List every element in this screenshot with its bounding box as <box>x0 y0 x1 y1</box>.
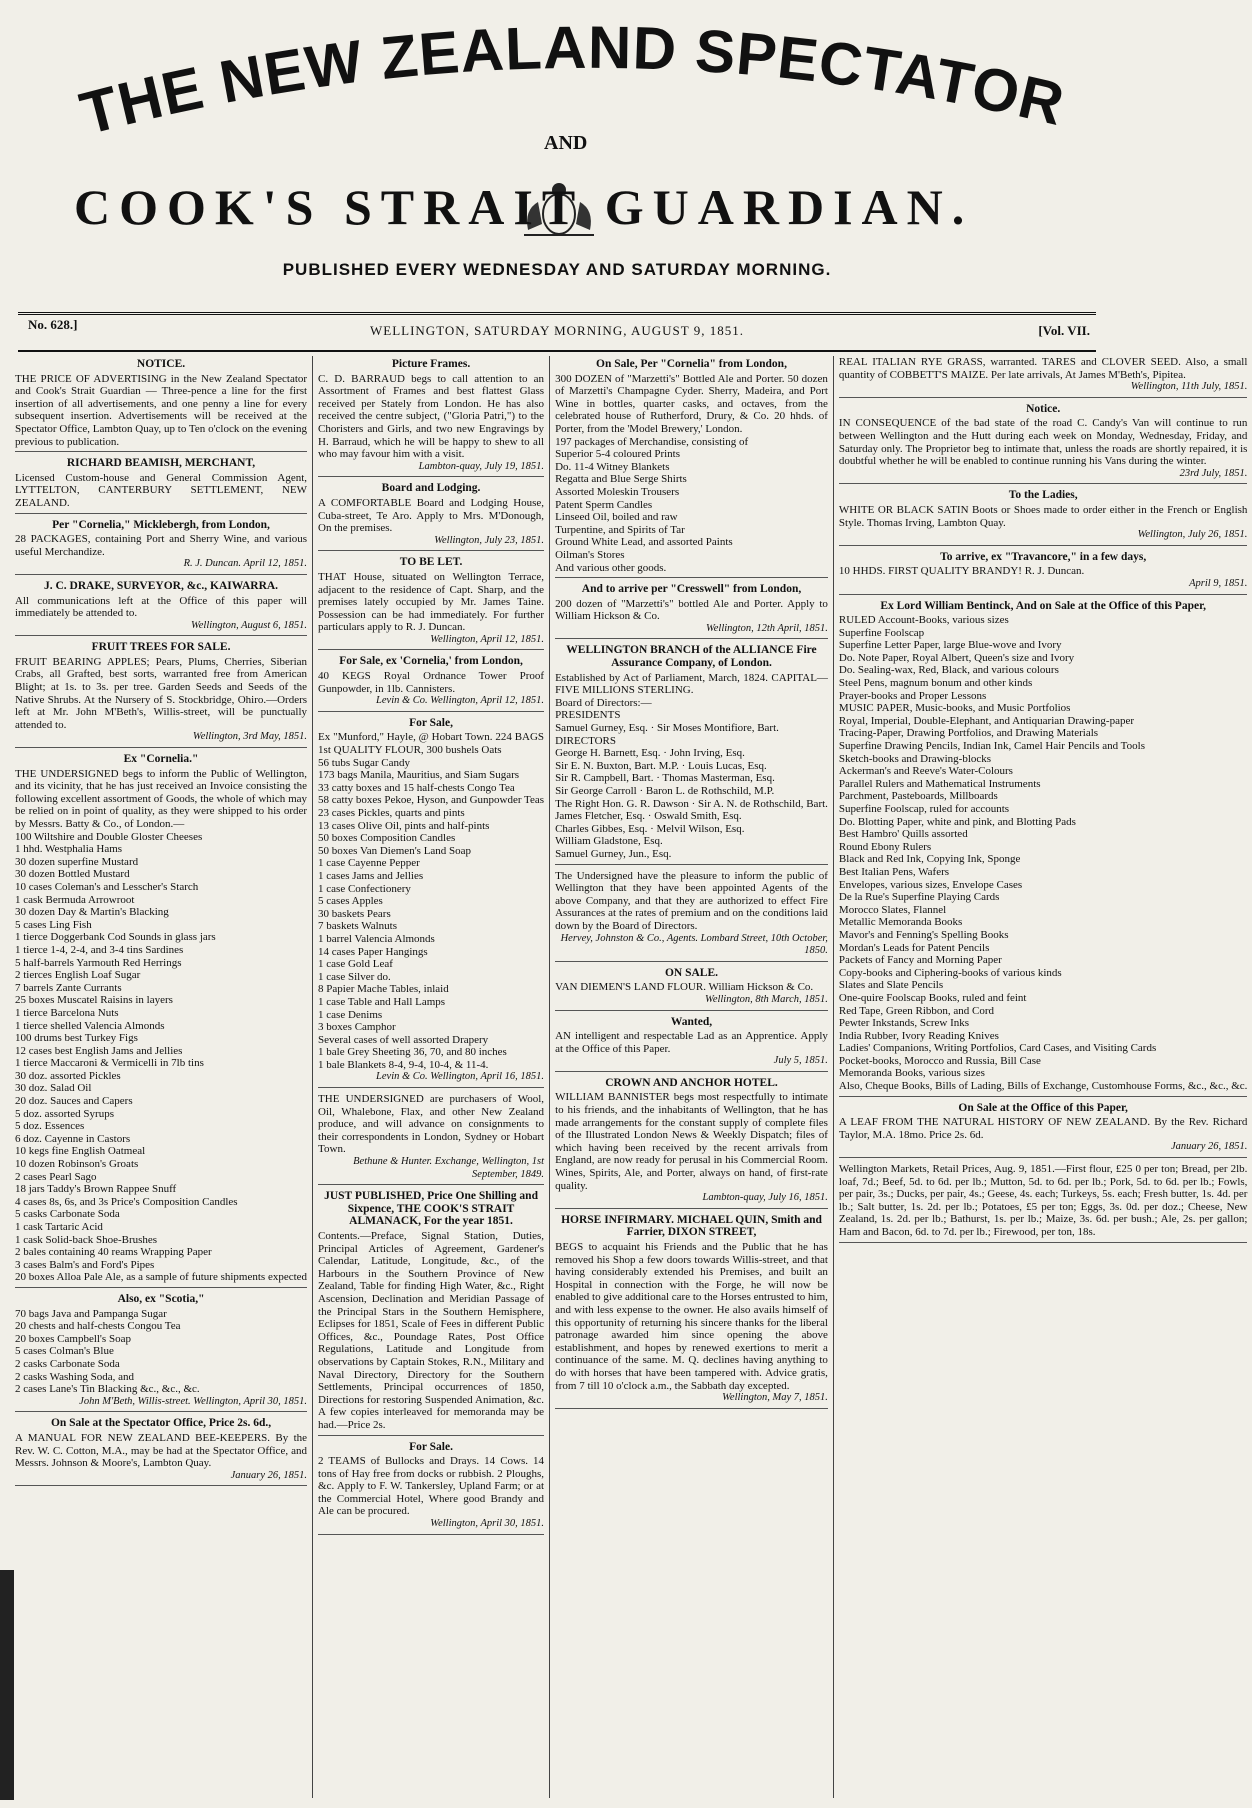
advertisement-body: Wellington Markets, Retail Prices, Aug. 9, 1851.—First flour, £25 0 per ton; Bread, per 2lb. loaf, 7d.; Beef, 5d. to 6d. per lb.; Mutton, 5d. to 6d. per lb.; Pork, 5d. to 6d. per lb.; Fowls, per pair, 3s.; Ducks, per pair, 4s.; Geese, 4s. each; Turkeys, 5s. each; Fresh butter, 1s. 4d. per lb.; Salt butter, 1s. 2d. per lb.; Potatoes, £5 per ton; Eggs, 3s. 0d. per doz.; Cheese, New Zealand, 1s. 2d. per lb.; Bathurst, 1s. per lb.; Maize, 3s. 6d. per bush.; Ale, 2s. per gallon; Ham and Bacon, 6d. to 7d. per lb.; Firewood, per ton, 18s. <box>838 1163 1248 1238</box>
list-item: Also, Cheque Books, Bills of Lading, Bills of Exchange, Customhouse Forms, &c., &c., &c. <box>838 1080 1248 1093</box>
advertisement-heading: Per "Cornelia," Micklebergh, from London, <box>52 518 270 531</box>
list-item: 18 jars Taddy's Brown Rappee Snuff <box>15 1183 177 1196</box>
advertisement-heading: Notice. <box>1026 402 1061 415</box>
advertisement-body: THE PRICE OF ADVERTISING in the New Zealand Spectator and Cook's Strait Guardian — Three-pence a line for the first insertion of all advertisements, and one penny a line for every subsequent insertion. Advertisements will be received at the Spectator Office, Lambton Quay, up to Ten o'clock on the evening previous to publication. <box>15 372 308 448</box>
advertisement-signature: Wellington, 12th April, 1851. <box>705 622 828 634</box>
advertisement <box>15 519 307 575</box>
advertisement <box>318 358 544 477</box>
list-item: Regatta and Blue Serge Shirts <box>555 473 687 486</box>
advertisement-body: A COMFORTABLE Board and Lodging House, Cuba-street, Te Aro. Apply to Mrs. M'Donough, On the premises. <box>318 496 545 535</box>
list-item: 30 doz. assorted Pickles <box>15 1069 121 1082</box>
list-item: Sir R. Campbell, Bart. · Thomas Masterman, Esq. <box>555 772 775 785</box>
advertisement-signature: Wellington, 8th March, 1851. <box>705 993 828 1005</box>
advertisement-body: A MANUAL FOR NEW ZEALAND BEE-KEEPERS. By the Rev. W. C. Cotton, M.A., may be had at the Spectator Office, and Messrs. Johnson & Moore's, Lambton Quay. <box>15 1431 308 1470</box>
advertisement-heading: Ex Lord William Bentinck, And on Sale at the Office of this Paper, <box>880 599 1206 612</box>
list-item: Pocket-books, Morocco and Russia, Bill Case <box>838 1054 1041 1067</box>
list-item: Best Hambro' Quills assorted <box>838 828 968 841</box>
list-item: 14 cases Paper Hangings <box>318 945 428 958</box>
advertisement <box>318 482 544 551</box>
list-item: 6 doz. Cayenne in Castors <box>15 1132 131 1145</box>
advertisement-signature: Wellington, July 23, 1851. <box>434 534 545 546</box>
advertisement-body: All communications left at the Office of this paper will immediately be attended to. <box>15 594 308 620</box>
advertisement-body: Licensed Custom-house and General Commission Agent, LYTTELTON, CANTERBURY SETTLEMENT, NEW ZEALAND. <box>15 471 308 509</box>
advertisement <box>839 600 1248 1097</box>
advertisement-signature: Wellington, August 6, 1851. <box>190 619 308 631</box>
advertisement-body: 40 KEGS Royal Ordnance Tower Proof Gunpowder, in 1lb. Cannisters. <box>318 670 545 695</box>
list-item: Red Tape, Green Ribbon, and Cord <box>838 1004 995 1017</box>
list-item: 1 cask Solid-back Shoe-Brushes <box>15 1233 158 1246</box>
advertisement-heading: HORSE INFIRMARY. MICHAEL QUIN, Smith and Farrier, DIXON STREET, <box>561 1213 822 1239</box>
masthead <box>18 0 1096 280</box>
list-item: 100 drums best Turkey Figs <box>15 1032 138 1045</box>
list-item: Superfine Foolscap <box>838 626 925 639</box>
advertisement <box>15 641 307 748</box>
advertisement-heading: FRUIT TREES FOR SALE. <box>91 641 231 654</box>
list-item: Envelopes, various sizes, Envelope Cases <box>838 878 1023 891</box>
advertisement <box>318 717 544 1088</box>
list-item: Pewter Inkstands, Screw Inks <box>838 1017 970 1030</box>
list-item: 5 half-barrels Yarmouth Red Herrings <box>15 956 182 969</box>
advertisement-signature: Bethune & Hunter. Exchange, Wellington, 1st September, 1849. <box>353 1156 545 1180</box>
list-item: Assorted Moleskin Trousers <box>555 485 680 498</box>
advertisement <box>839 403 1248 485</box>
advertisement-signature: Lambton-quay, July 16, 1851. <box>702 1192 828 1204</box>
advertisement-body: The Undersigned have the pleasure to inform the public of Wellington that they have been appointed Agents of the above Company, and that they are authorized to effect Fire Assurances at the rates of premium and on the conditions laid down by the Board of Directors. <box>555 869 828 932</box>
advertisement-body: 200 dozen of "Marzetti's" bottled Ale and Porter. Apply to William Hickson & Co. <box>555 597 828 623</box>
advertisement-body: BEGS to acquaint his Friends and the Public that he has removed his Shop a few doors towards Willis-street, and that having considerably extended his Premises, and built an Hospital in connection with the Forge, he will now be enabled to give additional care to the Horses entrusted to him, and with less expense to the owner. He also avails himself of this opportunity of returning his sincere thanks for the liberal patronage awarded him since opening the above establishment, and hopes by renewed exertions to merit a continuance of the same. M. Q. declines having anything to do with horses that have been tampered with. Advice gratis, from 7 till 10 o'clock a.m., the Sabbath day excepted. <box>555 1241 828 1392</box>
advertisement <box>839 356 1248 398</box>
list-item: DIRECTORS <box>555 734 616 747</box>
list-item: Linseed Oil, boiled and raw <box>555 511 678 524</box>
list-item: 10 kegs fine English Oatmeal <box>15 1145 146 1158</box>
advertisement <box>555 583 828 639</box>
list-item: 8 Papier Mache Tables, inlaid <box>318 983 449 996</box>
advertisement-body: THE UNDERSIGNED are purchasers of Wool, Oil, Whalebone, Flax, and other New Zealand produce, and will advance on consignments to their correspondents in London, Sydney or Hobart Town. <box>318 1093 545 1156</box>
advertisement-body: AN intelligent and respectable Lad as an Apprentice. Apply at the Office of this Paper. <box>555 1030 828 1055</box>
advertisement-signature: Hervey, Johnston & Co., Agents. Lombard Street, 10th October, 1850. <box>560 932 828 957</box>
advertisement-body: VAN DIEMEN'S LAND FLOUR. William Hickson & Co. <box>555 981 814 994</box>
advertisement <box>318 1093 544 1185</box>
advertisement-heading: TO BE LET. <box>399 556 463 569</box>
advertisement-signature: 23rd July, 1851. <box>1179 467 1248 479</box>
advertisement-body: C. D. BARRAUD begs to call attention to an Assortment of Frames and best flattest Glass received per Stately from London. He has also received the centre subject, ("Gloria Patri,") to the Choristers and Girls, and two new Engravings by H. Barraud, which he will be happy to shew to all who may favour him with a visit. <box>318 372 545 461</box>
advertisement-heading: Ex "Cornelia." <box>123 753 199 766</box>
list-item: 197 packages of Merchandise, consisting of <box>555 435 749 448</box>
list-item: Board of Directors:— <box>555 696 652 709</box>
list-item: De la Rue's Superfine Playing Cards <box>838 891 1000 904</box>
list-item: MUSIC PAPER, Music-books, and Music Portfolios <box>838 702 1071 715</box>
list-item: 3 boxes Camphor <box>318 1021 396 1034</box>
list-item: James Fletcher, Esq. · Oswald Smith, Esq. <box>555 810 742 823</box>
list-item: 30 dozen Bottled Mustard <box>15 868 130 881</box>
list-item: Morocco Slates, Flannel <box>838 903 947 916</box>
issue-number: No. 628.] <box>28 317 78 332</box>
advertisement-body: 10 HHDS. FIRST QUALITY BRANDY! R. J. Duncan. <box>838 565 1085 578</box>
advertisement-body: Contents.—Preface, Signal Station, Duties, Principal Articles of Agreement, Gardener's Calendar, Latitude, Longitude, &c., of the Harbours in the Southern Province of New Zealand, Table for finding High Water, &c., Right Ascension, Declination and Meridian Passage of the Principal Stars in the Southern Hemisphere, Eclipses for 1851, Scale of Fees in different Public Offices, &c., Poundage Rates, Post Office Regulations, Latitude and Longitude from observations by Captain Stokes, R.N., Military and Naval Directory, Directory for the Southern Settlements, Principal occurrences of 1850, Directions for restoring Suspended Animation, &c. A few copies interleaved for memoranda may be had.—Price 2s. <box>318 1230 545 1431</box>
list-item: 1 tierce Doggerbank Cod Sounds in glass jars <box>15 931 216 944</box>
list-item: Do. 11-4 Witney Blankets <box>555 460 670 473</box>
list-item: Ackerman's and Reeve's Water-Colours <box>838 765 1013 778</box>
advertisement <box>15 1293 307 1412</box>
advertisement-body: A LEAF FROM THE NATURAL HISTORY OF NEW ZEALAND. By the Rev. Richard Taylor, M.A. 18mo. Price 2s. 6d. <box>838 1116 1248 1141</box>
list-item: Turpentine, and Spirits of Tar <box>555 523 685 536</box>
list-item: Do. Note Paper, Royal Albert, Queen's size and Ivory <box>838 651 1075 664</box>
list-item: 2 cases Pearl Sago <box>15 1170 97 1183</box>
list-item: 33 catty boxes and 15 half-chests Congo Tea <box>318 781 515 794</box>
advertisement <box>555 967 828 1011</box>
advertisement-signature: Wellington, 3rd May, 1851. <box>192 731 308 743</box>
list-item: Ground White Lead, and assorted Paints <box>555 536 733 549</box>
list-item: 2 casks Carbonate Soda <box>15 1357 120 1370</box>
advertisement-body: Ex "Munford," Hayle, @ Hobart Town. 224 BAGS 1st QUALITY FLOUR, 300 bushels Oats <box>318 731 545 757</box>
list-item: Samuel Gurney, Jun., Esq. <box>555 847 672 860</box>
list-item: 30 dozen Day & Martin's Blacking <box>15 906 169 919</box>
masthead-and: AND <box>544 132 588 154</box>
list-item: One-quire Foolscap Books, ruled and feint <box>838 991 1027 1004</box>
list-item: 50 boxes Composition Candles <box>318 832 456 845</box>
list-item: 13 cases Olive Oil, pints and half-pints <box>318 819 490 832</box>
advertisement-heading: On Sale at the Office of this Paper, <box>958 1101 1128 1114</box>
advertisement <box>555 1077 828 1209</box>
issue-date: WELLINGTON, SATURDAY MORNING, AUGUST 9, 1851. <box>370 323 744 338</box>
list-item: 1 bale Grey Sheeting 36, 70, and 80 inches <box>318 1046 507 1059</box>
advertisement-signature: Lambton-quay, July 19, 1851. <box>418 460 545 472</box>
list-item: 1 hhd. Westphalia Hams <box>15 843 123 856</box>
list-item: 1 tierce 1-4, 2-4, and 3-4 tins Sardines <box>15 943 184 956</box>
svg-text:THE NEW ZEALAND SPECTATOR: THE NEW ZEALAND SPECTATOR <box>73 13 1071 148</box>
list-item: Mordan's Leads for Patent Pencils <box>838 941 990 954</box>
list-item: Charles Gibbes, Esq. · Melvil Wilson, Esq. <box>555 822 745 835</box>
advertisement-heading: For Sale. <box>409 1440 453 1453</box>
list-item: 1 case Table and Hall Lamps <box>318 995 446 1008</box>
list-item: 30 doz. Salad Oil <box>15 1082 92 1095</box>
advertisement-signature: April 9, 1851. <box>1189 577 1248 589</box>
advertisement-body: Established by Act of Parliament, March, 1824. CAPITAL—FIVE MILLIONS STERLING. <box>555 671 828 697</box>
dateline <box>18 312 1096 352</box>
advertisement-signature: Wellington, April 12, 1851. <box>430 633 545 645</box>
list-item: 2 casks Washing Soda, and <box>15 1370 134 1383</box>
advertisement <box>15 457 307 513</box>
list-item: Mavor's and Fenning's Spelling Books <box>838 928 1009 941</box>
advertisement-heading: RICHARD BEAMISH, MERCHANT, <box>66 457 256 470</box>
list-item: Several cases of well assorted Drapery <box>318 1033 489 1046</box>
column-1 <box>10 356 313 1798</box>
list-item: 1 case Cayenne Pepper <box>318 857 420 870</box>
list-item: 100 Wiltshire and Double Gloster Cheeses <box>15 830 203 843</box>
advertisement-body: 2 TEAMS of Bullocks and Drays. 14 Cows. 14 tons of Hay free from docks or rubbish. 2 Ploughs, &c. Apply to F. W. Tankersley, Upland Farm; or at the Commercial Hotel, Where good Brandy and Ale can be procured. <box>318 1455 545 1518</box>
list-item: PRESIDENTS <box>555 709 621 722</box>
list-item: Do. Blotting Paper, white and pink, and Blotting Pads <box>838 815 1076 828</box>
advertisement-signature: Wellington, May 7, 1851. <box>722 1392 828 1404</box>
list-item: 4 cases 8s, 6s, and 3s Price's Composition Candles <box>15 1195 238 1208</box>
list-item: 10 dozen Robinson's Groats <box>15 1158 139 1171</box>
list-item: Patent Sperm Candles <box>555 498 653 511</box>
list-item: And various other goods. <box>555 561 667 574</box>
advertisement-heading: WELLINGTON BRANCH of the ALLIANCE Fire Assurance Company, of London. <box>566 644 817 670</box>
list-item: 5 cases Colman's Blue <box>15 1345 114 1358</box>
volume-number: [Vol. VII. <box>1038 323 1090 338</box>
advertisement-heading: For Sale, <box>409 716 453 729</box>
advertisement-signature: July 5, 1851. <box>773 1055 828 1067</box>
list-item: The Right Hon. G. R. Dawson · Sir A. N. de Rothschild, Bart. <box>555 797 828 810</box>
advertisement <box>839 489 1248 545</box>
list-item: 5 doz. Essences <box>15 1120 85 1133</box>
list-item: Superior 5-4 coloured Prints <box>555 448 681 461</box>
advertisement-heading: To arrive, ex "Travancore," in a few days, <box>940 550 1147 563</box>
advertisement-signature: John M'Beth, Willis-street. Wellington, April 30, 1851. <box>79 1395 308 1407</box>
list-item: 1 tierce Barcelona Nuts <box>15 1006 119 1019</box>
advertisement-signature: Wellington, July 26, 1851. <box>1137 529 1248 541</box>
list-item: 1 case Denims <box>318 1008 383 1021</box>
list-item: 20 boxes Alloa Pale Ale, as a sample of future shipments expected <box>15 1271 308 1284</box>
list-item: 5 casks Carbonate Soda <box>15 1208 120 1221</box>
list-item: Slates and Slate Pencils <box>838 979 944 992</box>
advertisement <box>15 753 307 1288</box>
list-item: 20 doz. Sauces and Capers <box>15 1095 133 1108</box>
list-item: Metallic Memoranda Books <box>838 916 963 929</box>
advertisement-heading: And to arrive per "Cresswell" from London, <box>581 583 802 596</box>
advertisement-heading: JUST PUBLISHED, Price One Shilling and Sixpence, THE COOK'S STRAIT ALMANACK, For the year 1851. <box>324 1190 538 1228</box>
list-item: Superfine Letter Paper, large Blue-wove and Ivory <box>838 639 1062 652</box>
advertisement-body: 300 DOZEN of "Marzetti's" Bottled Ale and Porter. 50 dozen of Marzetti's Champagne Cyder. Sherry, Madeira, and Port Wine in bottles, quarter casks, and octaves, from the celebrated house of Rutherford, Drury, & Co. 20 hhds. of Porter, from the 'Model Brewery,' London. <box>555 372 828 435</box>
list-item: 23 cases Pickles, quarts and pints <box>318 807 465 819</box>
list-item: 1 cask Bermuda Arrowroot <box>15 893 135 906</box>
list-item: George H. Barnett, Esq. · John Irving, Esq. <box>555 747 745 760</box>
advertisement <box>318 655 544 711</box>
advertisement-signature: January 26, 1851. <box>1171 1141 1248 1153</box>
list-item: Memoranda Books, various sizes <box>838 1067 985 1080</box>
advertisement-heading: ON SALE. <box>664 966 719 979</box>
advertisement-heading: For Sale, ex 'Cornelia,' from London, <box>339 655 523 668</box>
list-item: Superfine Foolscap, ruled for accounts <box>838 803 1010 815</box>
advertisement <box>318 1190 544 1435</box>
advertisement-signature: Levin & Co. Wellington, April 16, 1851. <box>376 1071 545 1083</box>
list-item: 2 bales containing 40 reams Wrapping Paper <box>15 1246 212 1259</box>
advertisement <box>318 1441 544 1535</box>
list-item: 30 dozen superfine Mustard <box>15 855 139 868</box>
list-item: 173 bags Manila, Mauritius, and Siam Sugars <box>318 769 520 782</box>
advertisement-heading: CROWN AND ANCHOR HOTEL. <box>605 1076 778 1089</box>
list-item: William Gladstone, Esq. <box>555 835 663 848</box>
list-item: 70 bags Java and Pampanga Sugar <box>15 1307 167 1320</box>
list-item: 10 cases Coleman's and Lesscher's Starch <box>15 880 199 893</box>
list-item: Sir George Carroll · Baron L. de Rothschild, M.P. <box>555 785 775 797</box>
list-item: Superfine Drawing Pencils, Indian Ink, Camel Hair Pencils and Tools <box>838 740 1145 753</box>
advertisement-heading: On Sale, Per "Cornelia" from London, <box>596 358 787 370</box>
list-item: 5 cases Apples <box>318 895 383 908</box>
list-item: 1 case Gold Leaf <box>318 958 393 971</box>
advertisement-heading: Board and Lodging. <box>381 482 481 495</box>
page-edge-damage <box>0 1570 14 1800</box>
list-item: 58 catty boxes Pekoe, Hyson, and Gunpowder Teas <box>318 794 545 807</box>
advertisement <box>555 1214 828 1409</box>
advertisement-body: REAL ITALIAN RYE GRASS, warranted. TARES and CLOVER SEED. Also, a small quantity of COBBETT'S MAIZE. Per late arrivals, At James M'Beth's, Pipitea. <box>838 356 1248 381</box>
advertisement-heading: On Sale at the Spectator Office, Price 2s. 6d., <box>50 1417 272 1430</box>
advertisement <box>15 580 307 636</box>
list-item: 7 barrels Zante Currants <box>15 981 122 994</box>
advertisement <box>839 1102 1248 1158</box>
advertisement-heading: Also, ex "Scotia," <box>117 1292 205 1305</box>
list-item: 1 cask Tartaric Acid <box>15 1221 103 1233</box>
list-item: 3 cases Balm's and Ford's Pipes <box>15 1258 155 1271</box>
list-item: Parallel Rulers and Mathematical Instruments <box>838 777 1041 790</box>
list-item: India Rubber, Ivory Reading Knives <box>838 1029 999 1042</box>
advertisement-body: FRUIT BEARING APPLES; Pears, Plums, Cherries, Siberian Crabs, all Grafted, best sorts, warranted free from American Blight; at 1s. to 3s. per tree. Garden Seeds and Seeds of the Native Shrubs. At the Nursery of S. Stockbridge, Ohiro.—Orders left at Mr. John M'Beth's, Willis-street, will be punctually attended to. <box>15 655 308 731</box>
list-item: Sketch-books and Drawing-blocks <box>838 752 992 765</box>
advertisement-heading: NOTICE. <box>136 358 186 370</box>
advertisement-body: THE UNDERSIGNED begs to inform the Public of Wellington, and its vicinity, that he has just received an Invoice consisting the following excellent assortment of Goods, the whole of which may be relied on in point of quality, as they were shipped to his order by Messrs. Batty & Co., of London.— <box>15 767 308 830</box>
list-item: 1 barrel Valencia Almonds <box>318 932 435 945</box>
list-item: 1 bale Blankets 8-4, 9-4, 10-4, & 11-4. <box>318 1058 489 1071</box>
list-item: 1 case Silver do. <box>318 970 391 983</box>
column-4 <box>834 356 1252 1798</box>
advertisement <box>555 644 828 864</box>
advertisement-body: WHITE OR BLACK SATIN Boots or Shoes made to order either in the French or English Style. Thomas Irving, Lambton Quay. <box>838 503 1248 529</box>
advertisement-columns <box>10 356 1248 1798</box>
list-item: 2 cases Lane's Tin Blacking &c., &c., &c. <box>15 1383 200 1396</box>
list-item: Prayer-books and Proper Lessons <box>838 689 987 702</box>
list-item: 5 doz. assorted Syrups <box>15 1107 114 1120</box>
list-item: Royal, Imperial, Double-Elephant, and Antiquarian Drawing-paper <box>838 714 1134 727</box>
list-item: 56 tubs Sugar Candy <box>318 756 411 769</box>
list-item: 25 boxes Muscatel Raisins in layers <box>15 994 173 1007</box>
list-item: Parchment, Pasteboards, Millboards <box>838 790 998 803</box>
list-item: Sir E. N. Buxton, Bart. M.P. · Louis Lucas, Esq. <box>555 759 767 772</box>
list-item: 30 baskets Pears <box>318 907 391 920</box>
list-item: 7 baskets Walnuts <box>318 920 398 933</box>
list-item: 2 tierces English Loaf Sugar <box>15 969 141 982</box>
list-item: 5 cases Ling Fish <box>15 918 92 931</box>
advertisement-heading: To the Ladies, <box>1008 489 1078 502</box>
list-item: 1 tierce shelled Valencia Almonds <box>15 1019 165 1032</box>
list-item: 20 boxes Campbell's Soap <box>15 1332 131 1345</box>
list-item: Best Italian Pens, Wafers <box>838 865 950 878</box>
advertisement <box>555 1016 828 1072</box>
advertisement-heading: Picture Frames. <box>391 358 471 370</box>
list-item: Do. Sealing-wax, Red, Black, and various colours <box>838 664 1059 677</box>
advertisement <box>555 870 828 962</box>
publication-schedule: PUBLISHED EVERY WEDNESDAY AND SATURDAY MORNING. <box>282 260 832 279</box>
advertisement-body: WILLIAM BANNISTER begs most respectfully to intimate to his friends, and the inhabitants of Wellington, that he has made arrangements for the constant supply of complete files of the Illustrated London News & Weekly Dispatch; files of which having been received by the recent arrivals from England, are now ready for perusal in his Commercial Room. Wines, Spirits, Ale, and Porter, always on hand, of first-rate quality. <box>555 1091 828 1192</box>
list-item: Tracing-Paper, Drawing Portfolios, and Drawing Materials <box>838 727 1099 740</box>
list-item: 50 boxes Van Diemen's Land Soap <box>318 844 472 857</box>
list-item: Oilman's Stores <box>555 548 625 561</box>
advertisement-signature: January 26, 1851. <box>230 1469 308 1481</box>
list-item: 20 chests and half-chests Congou Tea <box>15 1320 181 1333</box>
advertisement <box>839 551 1248 595</box>
masthead-subtitle: COOK'S STRAIT GUARDIAN. <box>74 179 974 235</box>
list-item: 1 case Confectionery <box>318 882 411 895</box>
list-item: Copy-books and Ciphering-books of various kinds <box>838 966 1062 979</box>
advertisement-body: 28 PACKAGES, containing Port and Sherry Wine, and various useful Merchandize. <box>15 533 308 558</box>
list-item: 1 cases Jams and Jellies <box>318 869 424 882</box>
column-2 <box>313 356 550 1798</box>
advertisement <box>15 1417 307 1486</box>
advertisement-body: THAT House, situated on Wellington Terrace, adjacent to the residence of Capt. Sharp, and the premises lately occupied by Mr. James Taine. Possession can be had immediately. For further particulars apply to R. J. Duncan. <box>318 570 545 634</box>
advertisement <box>15 358 307 452</box>
list-item: Black and Red Ink, Copying Ink, Sponge <box>838 853 1021 866</box>
advertisement-heading: J. C. DRAKE, SURVEYOR, &c., KAIWARRA. <box>43 579 279 592</box>
advertisement <box>555 358 828 578</box>
advertisement-signature: R. J. Duncan. April 12, 1851. <box>183 558 308 570</box>
list-item: Steel Pens, magnum bonum and other kinds <box>838 677 1033 690</box>
list-item: 12 cases best English Jams and Jellies <box>15 1044 183 1057</box>
advertisement-signature: Wellington, 11th July, 1851. <box>1130 381 1248 393</box>
advertisement-signature: Levin & Co. Wellington, April 12, 1851. <box>376 695 545 707</box>
advertisement <box>839 1163 1248 1243</box>
list-item: RULED Account-Books, various sizes <box>838 614 1009 627</box>
list-item: 1 tierce Maccaroni & Vermicelli in 7lb tins <box>15 1057 204 1070</box>
advertisement-body: IN CONSEQUENCE of the bad state of the road C. Candy's Van will continue to run between Wellington and the Hutt during each week on Monday, Wednesday, Friday, and Saturday only. The Proprietor beg to intimate that, unless the roads are shortly repaired, it is doubtful whether he will be enabled to continue running his Vans during the winter. <box>838 417 1248 468</box>
list-item: Samuel Gurney, Esq. · Sir Moses Montifiore, Bart. <box>555 722 779 735</box>
list-item: Ladies' Companions, Writing Portfolios, Card Cases, and Visiting Cards <box>838 1042 1157 1055</box>
list-item: Round Ebony Rulers <box>838 840 932 853</box>
list-item: Packets of Fancy and Morning Paper <box>838 954 1002 967</box>
advertisement-heading: Wanted, <box>670 1015 713 1028</box>
advertisement <box>318 556 544 650</box>
advertisement-signature: Wellington, April 30, 1851. <box>430 1518 545 1530</box>
column-3 <box>550 356 834 1798</box>
